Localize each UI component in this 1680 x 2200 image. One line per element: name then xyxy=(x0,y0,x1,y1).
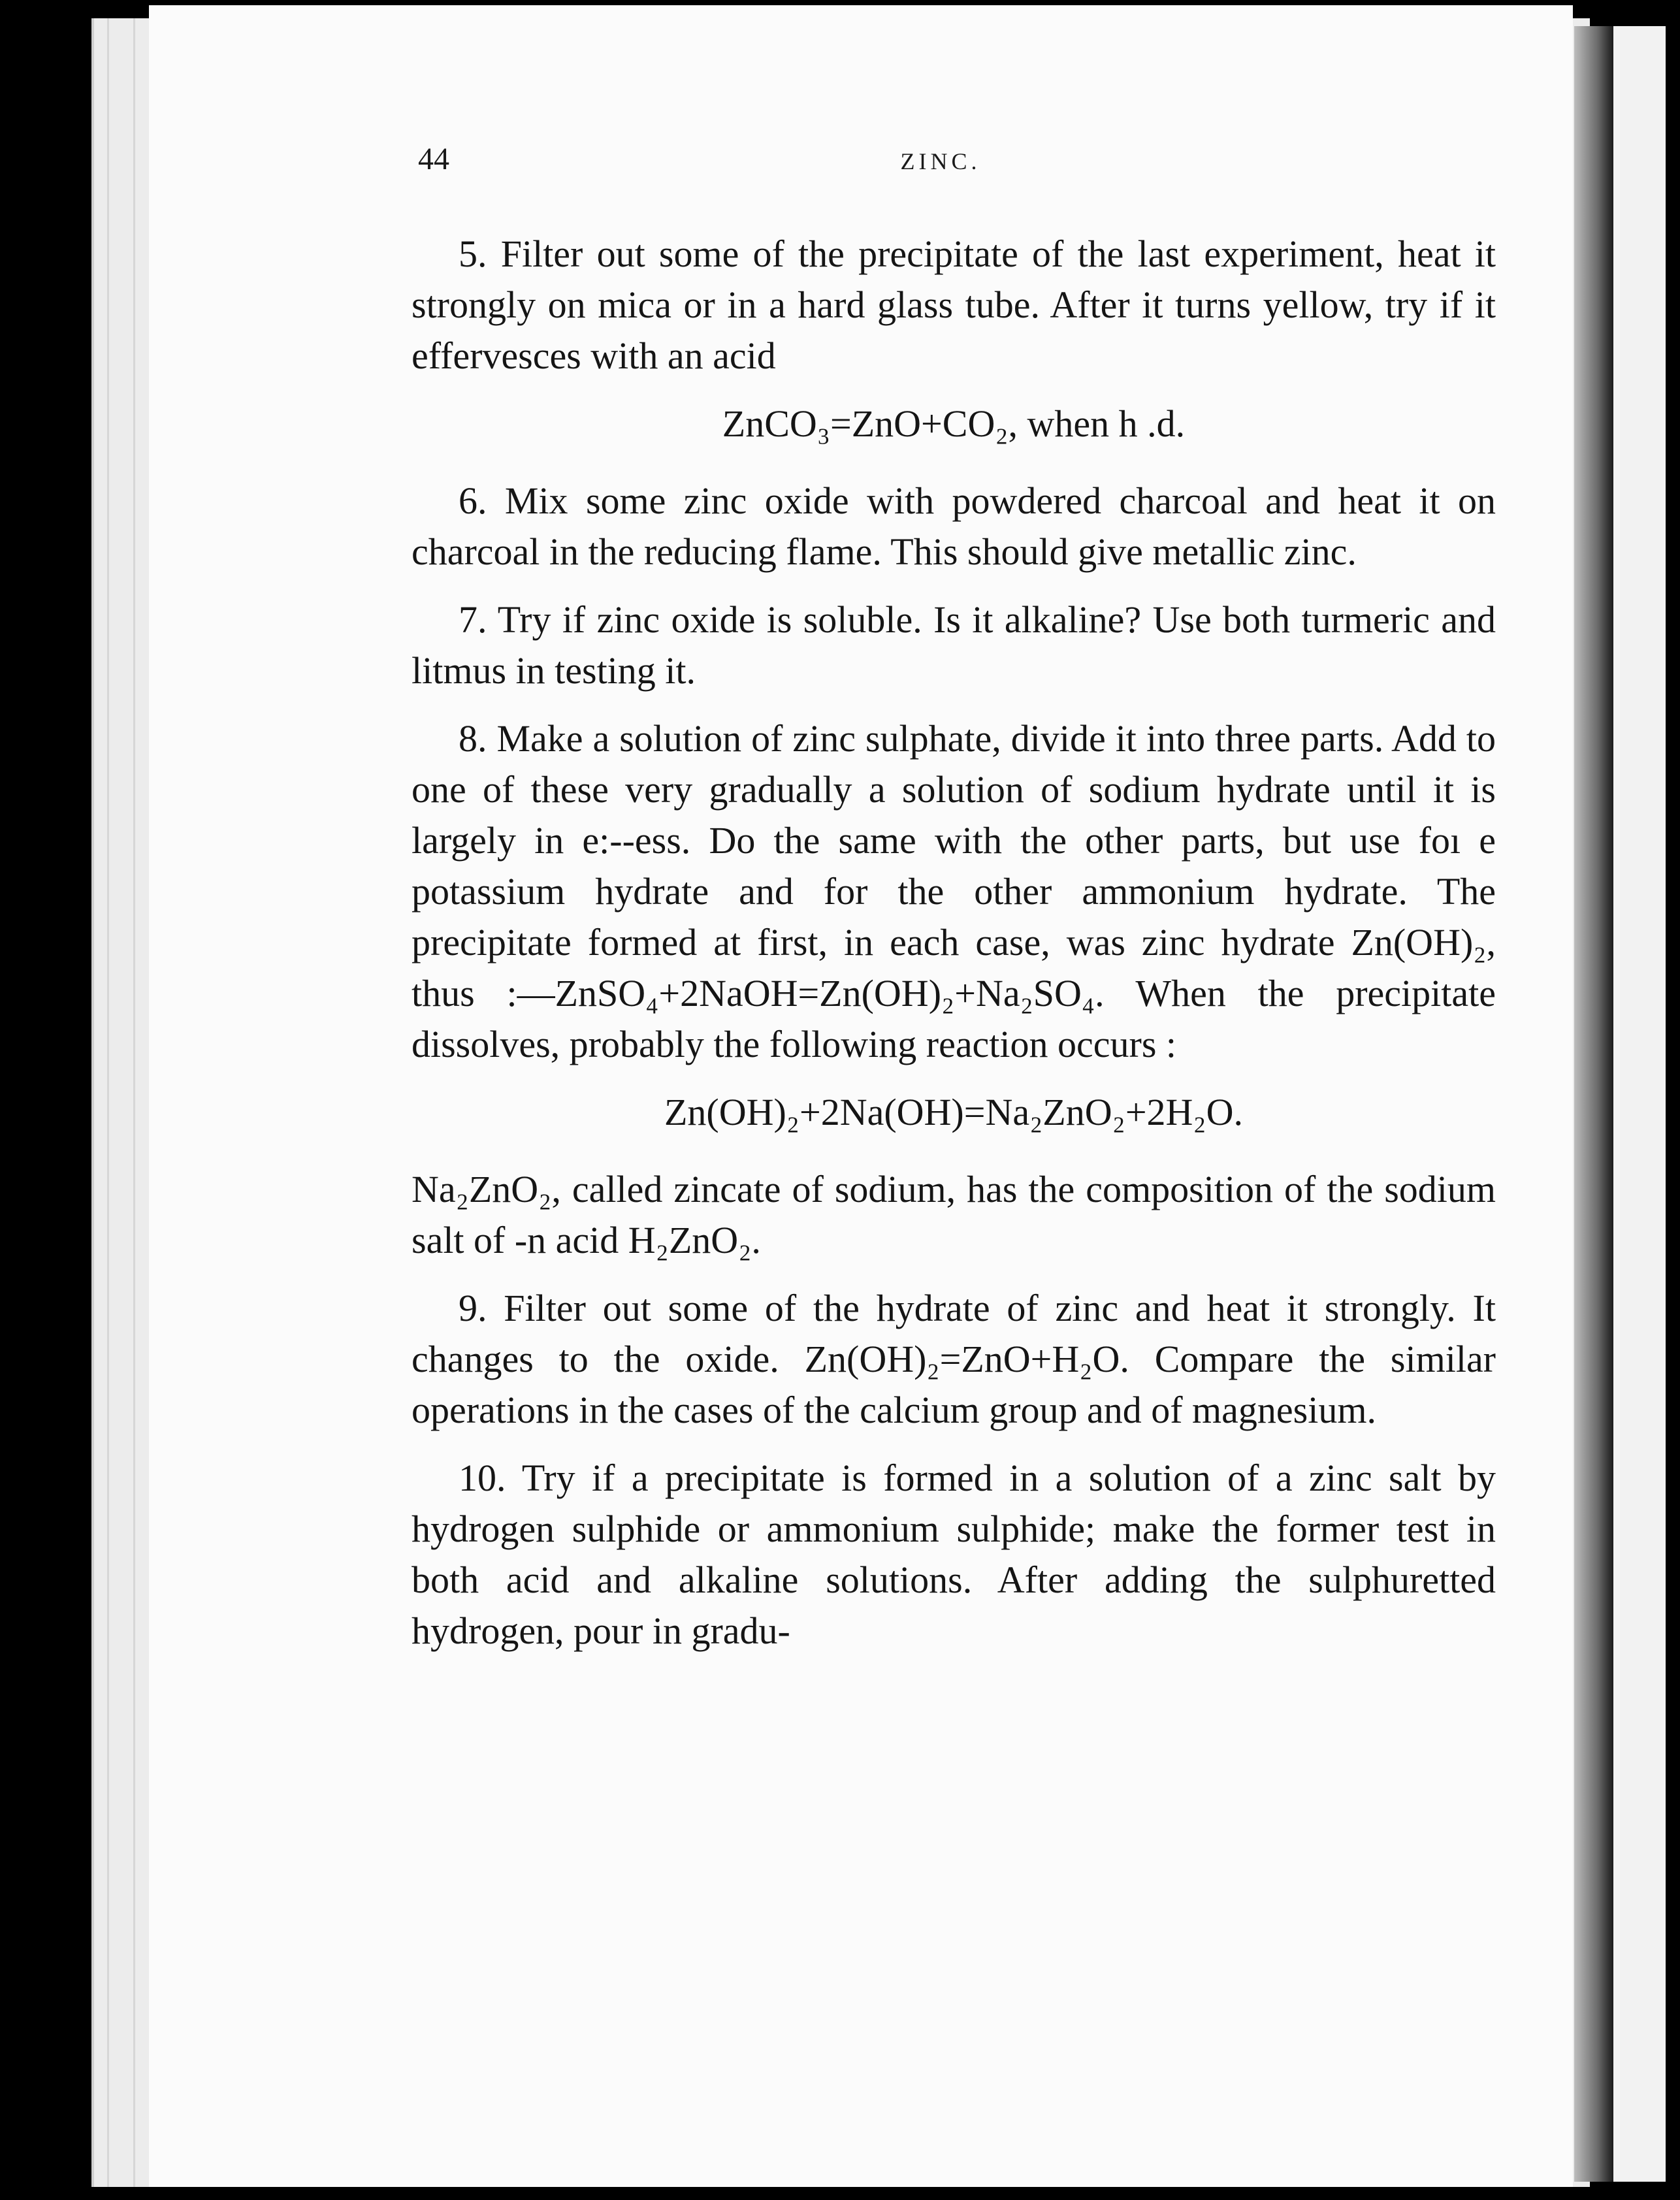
running-head xyxy=(418,141,1437,193)
equation-zincate: Zn(OH)₂+2Na(OH)=Na₂ZnO₂+2H₂O. xyxy=(664,1091,1244,1133)
paragraph-5: 5. Filter out some of the precipitate of the last experiment, heat it strongly on mica or in a hard glass tube. After it turns yellow, try if it effervesces with an acid xyxy=(412,233,1496,377)
page-number: 44 xyxy=(418,142,449,176)
facing-page-edge xyxy=(1613,26,1666,2182)
page-edge-line xyxy=(133,18,135,2187)
paragraph-10: 10. Try if a precipitate is formed in a solution of a zinc salt by hydrogen sulphide or ammonium sulphide; make the former test in both acid and alkaline solutions. After adding the sulphuretted hydrogen, pour in gradu- xyxy=(412,1457,1496,1652)
paragraph-7: 7. Try if zinc oxide is soluble. Is it alkaline? Use both turmeric and litmus in testing it. xyxy=(412,598,1496,692)
running-title: ZINC. xyxy=(900,148,981,174)
scan-border-left xyxy=(0,0,91,2200)
paragraph-8: 8. Make a solution of zinc sulphate, divide it into three parts. Add to one of these very gradually a solution of sodium hydrate until it is largely in e:‑‑ess. Do the same with the other parts, but use foı e potassium hydrate and for the other ammonium hydrate. The precipitate formed at first, in each case, was zinc hydrate Zn(OH)₂, thus :—ZnSO₄+2NaOH=Zn(OH)₂+Na₂SO₄. When the precipitate dissolves, probably the following reaction occurs : xyxy=(412,717,1496,1065)
page-edge-line xyxy=(107,18,109,2187)
page-body xyxy=(412,229,1496,1674)
paragraph-6: 6. Mix some zinc oxide with powdered charcoal and heat it on charcoal in the reducing flame. This should give metallic zinc. xyxy=(412,479,1496,573)
paragraph-8-continued: Na₂ZnO₂, called zincate of sodium, has the composition of the sodium salt of ‑n acid H₂ZnO₂. xyxy=(412,1168,1496,1261)
book-gutter-shadow xyxy=(1574,26,1613,2182)
equation-zinc-carbonate: ZnCO₃=ZnO+CO₂, when h .d. xyxy=(722,402,1186,445)
paragraph-9: 9. Filter out some of the hydrate of zinc and heat it strongly. It changes to the oxide. Zn(OH)₂=ZnO+H₂O. Compare the similar operations in the cases of the calcium group and of magnesium. xyxy=(412,1287,1496,1431)
